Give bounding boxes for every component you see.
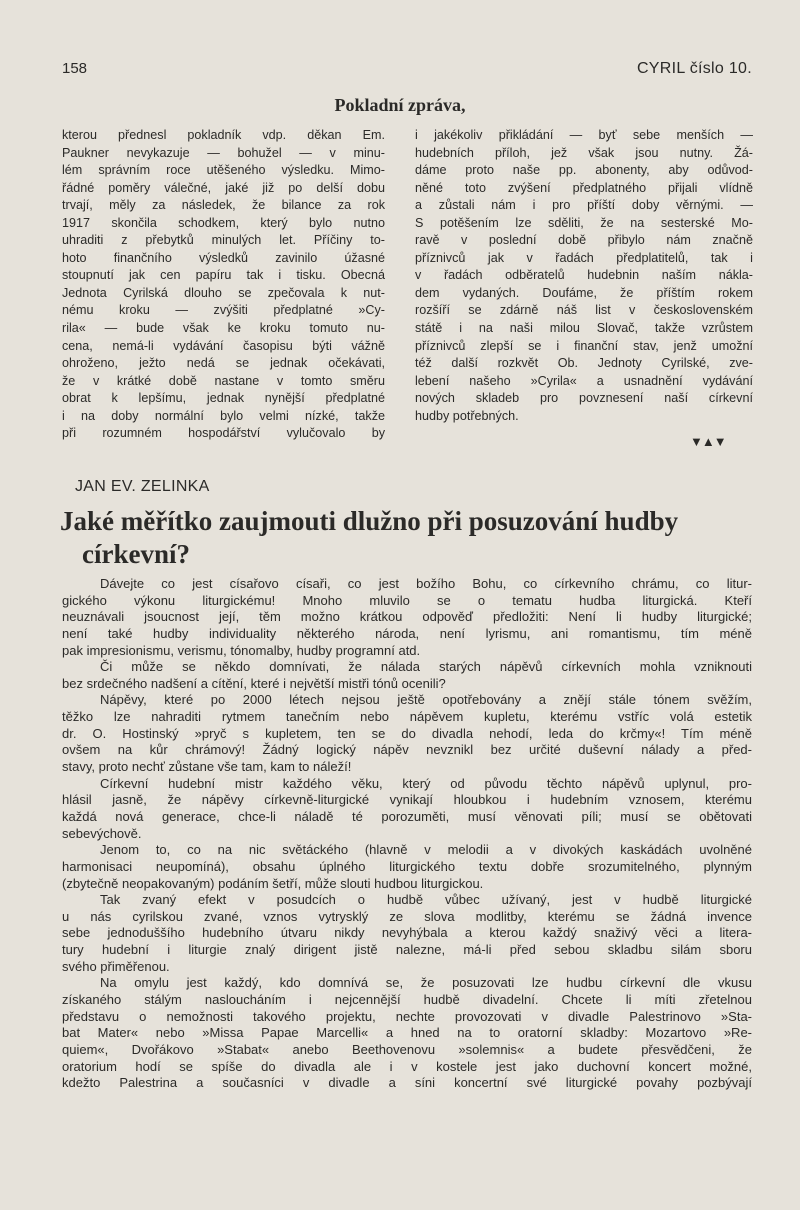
text-line: bez srdečného nadšení a cítění, které i největší mistři tónů ocenili?	[62, 675, 446, 691]
text-line: hudebních příloh, jež však jsou nutny. Žá-	[415, 145, 753, 160]
text-line: tury hudební i liturgie znalý dirigent jistě nalezne, má-li před sebou skladbu silám sboru	[62, 942, 752, 958]
text-line: dem vydaných. Doufáme, že příštím rokem	[415, 285, 753, 300]
paragraph	[62, 576, 752, 659]
text-line: Dávejte co jest císařovo císaři, co jest božího Bohu, co církevního chrámu, co litur-	[100, 576, 752, 591]
paragraph	[62, 776, 752, 843]
text-line: dr. O. Hostinský »pryč s kupletem, ten se do divadla nehodí, leda do krčmy«! Tím méně	[62, 725, 752, 741]
text-line: a zůstali nám i pro příští doby věrnými. —	[415, 198, 753, 213]
text-line: i na doby normální bylo velmi nízké, takže	[62, 408, 385, 423]
text-line: získaného stálým nasloucháním i nejcennější hudbě divadelní. Chcete li míti zřetelnou	[62, 992, 752, 1008]
text-line: bat Mater« nebo »Missa Papae Marcelli« a hned na to oratorní skladby: Mozartovo »Re-	[62, 1025, 752, 1041]
paragraph	[62, 842, 752, 892]
text-line: Nápěvy, které po 2000 létech nejsou ještě opotřebovány a znějí stále tónem svěžím,	[100, 692, 752, 708]
article-title	[60, 505, 750, 571]
text-line: příznivců zlepší se i finanční stav, jenž umožní	[415, 338, 753, 353]
text-line: těžko lze nahraditi rytmem tanečním nebo nápěvem kupletu, kterému vstříc volá estetik	[62, 709, 752, 725]
text-line: sebe jednoduššího hudebního útvaru nikdy nevyhýbala a kterou každý snaživý věci a litera-	[62, 925, 752, 941]
text-line: lém správním roce utěšeného výsledku. Mimo-	[62, 163, 385, 178]
paragraph	[62, 892, 752, 975]
text-line: stoupnutí jak cen papíru tak i tisku. Obecná	[62, 268, 385, 283]
text-line: Církevní hudební mistr každého věku, který od původu těchto nápěvů uplynul, pro-	[100, 775, 752, 791]
text-line: též další rozkvět Ob. Jednoty Cyrilské, zve-	[415, 356, 753, 371]
text-line: pak impresionismu, verismu, tónomalby, hudby programní atd.	[62, 642, 421, 658]
article-title-line-1: Jaké měřítko zaujmouti dlužno při posuzování hudby	[60, 506, 679, 536]
text-line: kdežto Palestrina a současníci v divadle a síni koncertní své liturgické povahy pozbývají	[62, 1075, 752, 1091]
text-line: řádné poměry válečné, jaké již po delší dobu	[62, 180, 385, 195]
right-column	[415, 127, 753, 425]
text-line: (zbytečně neopakovaným) podáním šetří, může slouti hudbou liturgickou.	[62, 875, 484, 891]
text-line: stavy, proto nechť zůstane vše tam, kam to náleží!	[62, 759, 352, 775]
text-line: uhraditi z přebytků minulých let. Příčiny to-	[62, 233, 385, 248]
text-line: nových skladeb pro povznesení naší církevní	[415, 391, 753, 406]
text-line: ovšem na kůr chrámový! Žádný logický nápěv nevznikl bez určité duševní nálady a před-	[62, 742, 752, 758]
text-line: každá nová generace, chce-li náladě té porozuměti, musí věnovati píli; musí se obětovati	[62, 808, 752, 824]
text-line: ohroženo, ježto nedá se jednak očekávati,	[62, 356, 385, 371]
running-head: CYRIL číslo 10.	[636, 60, 752, 77]
text-line: ravě v poslední době přibylo nám značně	[415, 233, 753, 248]
text-line: obrat k lepšímu, jednak nynější předplatné	[62, 391, 385, 406]
text-line: Tak zvaný efekt v posudcích o hudbě vůbec užívaný, jest v hudbě liturgické	[100, 892, 752, 908]
article-title-line-2: církevní?	[82, 539, 190, 569]
text-line: neuznávali jsoucnost její, těm možno krátkou odpověď předložiti: Není li hudby liturgické;	[62, 609, 752, 625]
text-line: trvají, měly za následek, že bilance za rok	[62, 198, 385, 213]
text-line: gického výkonu liturgickému! Mnoho mluvilo se o tematu hudba liturgická. Kteří	[62, 592, 752, 608]
paragraph	[62, 659, 752, 692]
paragraph	[62, 975, 752, 1091]
text-line: není také hudby individuality některého národa, není lyrismu, ani romantismu, tím méně	[62, 625, 752, 641]
text-line: dáme proto naše pp. abonenty, aby odůvod-	[415, 163, 753, 178]
text-line: cena, nemá-li vydávání časopisu býti vážně	[62, 338, 385, 353]
text-line: Či může se někdo domnívati, že nálada starých nápěvů církevních mohla vzniknouti	[100, 659, 752, 675]
text-line: hoto finančního výsledků zavinilo úžasné	[62, 250, 385, 265]
text-line: rila« — bude však ke kroku tomuto nu-	[62, 321, 385, 336]
article-body	[62, 576, 752, 1092]
text-line: něné toto zvýšení předplatného přijali vlídně	[415, 180, 753, 195]
text-line: Na omylu jest každý, kdo domnívá se, že posuzovati lze hudbu církevní dle vkusu	[100, 975, 752, 991]
text-line: v řadách odběratelů hudebnin naším nákla-	[415, 268, 753, 283]
text-line: kterou přednesl pokladník vdp. děkan Em.	[62, 128, 385, 142]
text-line: i jakékoliv přikládání — byť sebe menších —	[415, 128, 753, 142]
text-line: nému kroku — zvýšiti předplatné »Cy-	[62, 303, 385, 318]
page-number: 158	[62, 60, 88, 77]
text-line: rozšíří se zdárně náš list v československém	[415, 303, 753, 318]
text-line: svého přiměřenou.	[62, 958, 170, 974]
text-line: harmonisaci neupomíná), obsahu úplného liturgického textu dobře srozumitelného, plynným	[62, 858, 752, 874]
text-line: státě i na naši milou Slovač, takže vzrůstem	[415, 321, 753, 336]
ornament-divider: ▼▲▼	[690, 434, 726, 449]
text-line: oratorium hodí se spíše do divadla ale i v kostele jest jako duchovní koncert možné,	[62, 1058, 752, 1074]
text-line: Jednota Cyrilská dlouho se zpečovala k nut-	[62, 285, 385, 300]
text-line: při rozumném hospodářství vylučovalo by	[62, 426, 385, 441]
text-line: hlásil jasně, že nápěvy církevně-liturgické vynikají hloubkou i hudebním vznosem, kterému	[62, 792, 752, 808]
article-author: JAN EV. ZELINKA	[75, 478, 210, 495]
text-line: sebevýchově.	[62, 825, 142, 841]
text-line: hudby potřebných.	[415, 408, 519, 423]
text-line: Jenom to, co na nic světáckého (hlavně v melodii a v divokých kaskádách uvolněné	[100, 842, 752, 858]
text-line: quiem«, Dvořákovo »Stabat« anebo Beethovenovu »solemnis« a budete přesvědčeni, že	[62, 1041, 752, 1057]
paragraph	[62, 692, 752, 775]
text-line: u nás cyrilskou zvané, vznos vytrysklý ze slova modlitby, kterému se žádná invence	[62, 908, 752, 924]
text-line: lebení našeho »Cyrila« a usnadnění vydávání	[415, 373, 753, 388]
section-title: Pokladní zpráva,	[334, 95, 466, 115]
text-line: příznivců jak v řadách předplatitelů, tak i	[415, 250, 753, 265]
text-line: představu o nemožnosti takového projektu, nechte provozovati v divadle Palestrinovo »Sta-	[62, 1008, 752, 1024]
left-column	[62, 127, 385, 443]
text-line: Paukner nevykazuje — bohužel — v minu-	[62, 145, 385, 160]
text-line: 1917 skončila schodkem, který bylo nutno	[62, 215, 385, 230]
text-line: S potěšením lze sděliti, že na sesterské Mo-	[415, 215, 753, 230]
text-line: že v krátké době nastane v tomto směru	[62, 373, 385, 388]
